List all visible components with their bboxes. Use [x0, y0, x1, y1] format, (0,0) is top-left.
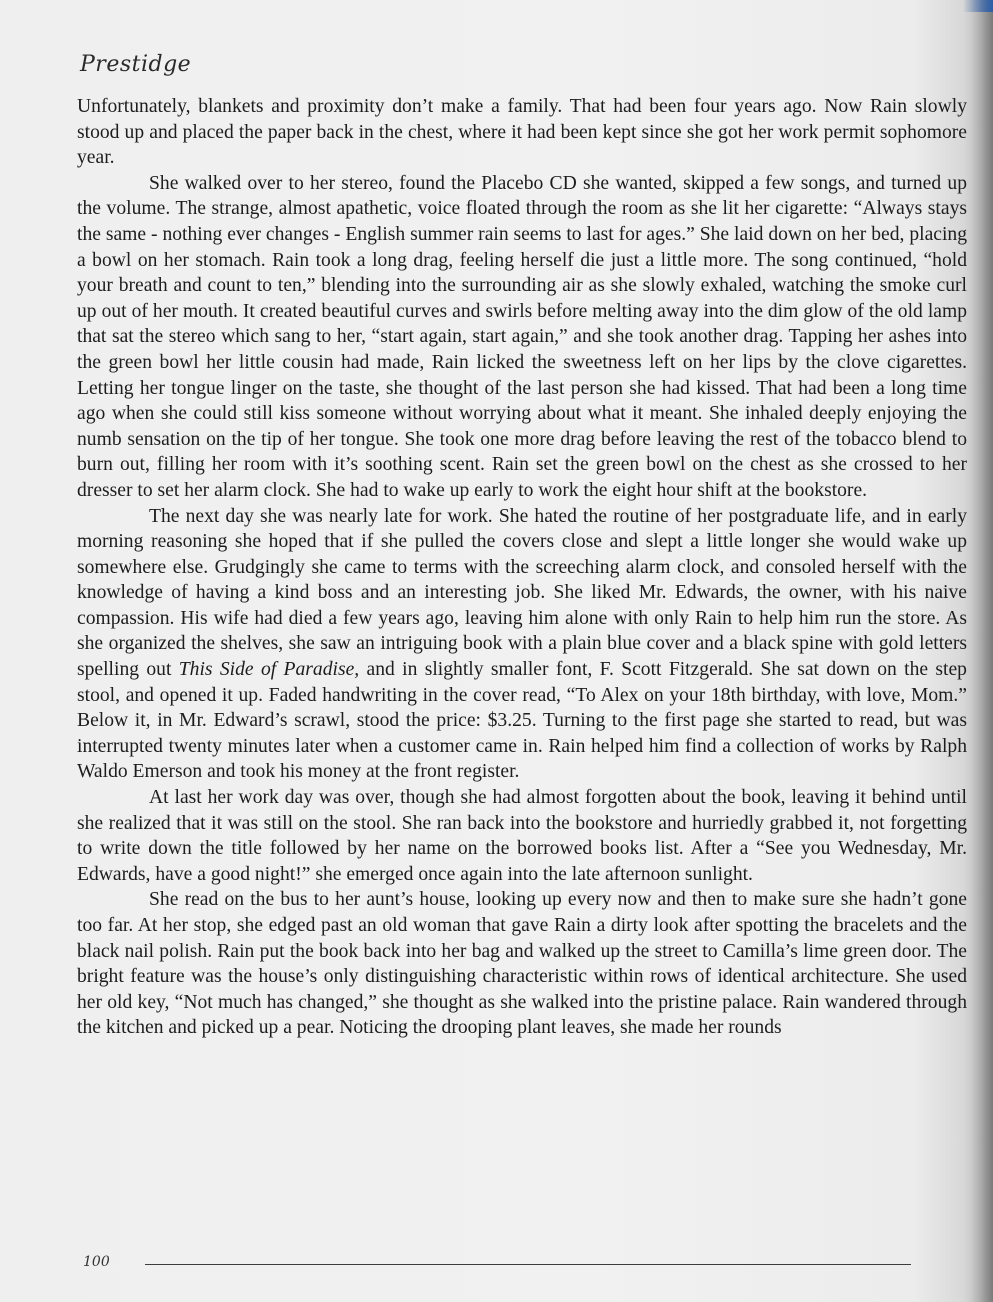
paragraph-3-part-1: The next day she was nearly late for work. She hated the routine of her postgraduate life, and in early morning reasoning she hoped that if she pulled the covers close and slept a little longer she would wake up somewhere else. Grudgingly she came to terms with the screeching alarm clock, and consoled herself with the knowledge of having a kind boss and an interesting job. She liked Mr. Edwards, the owner, with his naive compassion. His wife had died a few years ago, leaving him alone with only Rain to help him run the store. As she organized the shelves, she saw an intriguing book with a plain blue cover and a black spine with gold letters spelling out: [77, 505, 967, 681]
page-footer: [83, 1254, 913, 1278]
paragraph-2: She walked over to her stereo, found the Placebo CD she wanted, skipped a few songs, and turned up the volume. The strange, almost apathetic, voice floated through the room as she lit her cigarette: “Always stays the same - nothing ever changes - English summer rain seems to last for ages.” She laid down on her bed, placing a bowl on her stomach. Rain took a long drag, feeling herself die just a little more. The song continued, “hold your breath and count to ten,” blending into the surrounding air as she slowly exhaled, watching the smoke curl up out of her mouth. It created beautiful curves and swirls before melting away into the dim glow of the old lamp that sat the stereo which sang to her, “start again, start again,” and she took another drag. Tapping her ashes into the green bowl her little cousin had made, Rain licked the sweetness left on her lips by the clove cigarettes. Letting her tongue linger on the taste, she thought of the last person she had kissed. That had been a long time ago when she could still kiss someone without worrying about what it meant. She inhaled deeply enjoying the numb sensation on the tip of her tongue. She took one more drag before leaving the rest of the tobacco blend to burn out, filling her room with it’s soothing scent. Rain set the green bowl on the chest as she crossed to her dresser to set her alarm clock. She had to wake up early to work the eight hour shift at the bookstore.: [77, 172, 967, 501]
running-title: Prestidge: [80, 52, 192, 77]
page-number: 100: [83, 1254, 110, 1270]
page-edge-shadow: [971, 0, 993, 1302]
paragraph-4: At last her work day was over, though she had almost forgotten about the book, leaving it behind until she realized that it was still on the stool. She ran back into the bookstore and hurriedly grabbed it, not forgetting to write down the title followed by her name on the borrowed books list. After a “See you Wednesday, Mr. Edwards, have a good night!” she emerged once again into the late afternoon sunlight.: [77, 787, 967, 885]
book-title-italic: This Side of Paradise,: [178, 659, 360, 681]
footer-rule: [145, 1264, 911, 1265]
paragraph-1: Unfortunately, blankets and proximity don’t make a family. That had been four years ago. Now Rain slowly stood up and placed the paper back in the chest, where it had been kept since she got her work permit sophomore year.: [77, 96, 967, 169]
paragraph-3-part-2: and in slightly smaller font, F. Scott Fitzgerald. She sat down on the step stool, and opened it up. Faded handwriting in the cover read, “To Alex on your 18th birthday, with love, Mom.” Below it, in Mr. Edward’s scrawl, stood the price: $3.25. Turning to the first page she started to read, but was interrupted twenty minutes later when a customer came in. Rain helped him find a collection of works by Ralph Waldo Emerson and took his money at the front register.: [77, 659, 967, 783]
story-body: [77, 94, 967, 1041]
page-edge-accent: [963, 0, 993, 12]
paragraph-5: She read on the bus to her aunt’s house, looking up every now and then to make sure she hadn’t gone too far. At her stop, she edged past an old woman that gave Rain a dirty look after spotting the bracelets and the black nail polish. Rain put the book back into her bag and walked up the street to Camilla’s lime green door. The bright feature was the house’s only distinguishing characteristic within rows of identical architecture. She used her old key, “Not much has changed,” she thought as she walked into the pristine palace. Rain wandered through the kitchen and picked up a pear. Noticing the drooping plant leaves, she made her rounds: [77, 889, 967, 1039]
paragraph-3: [77, 504, 967, 786]
